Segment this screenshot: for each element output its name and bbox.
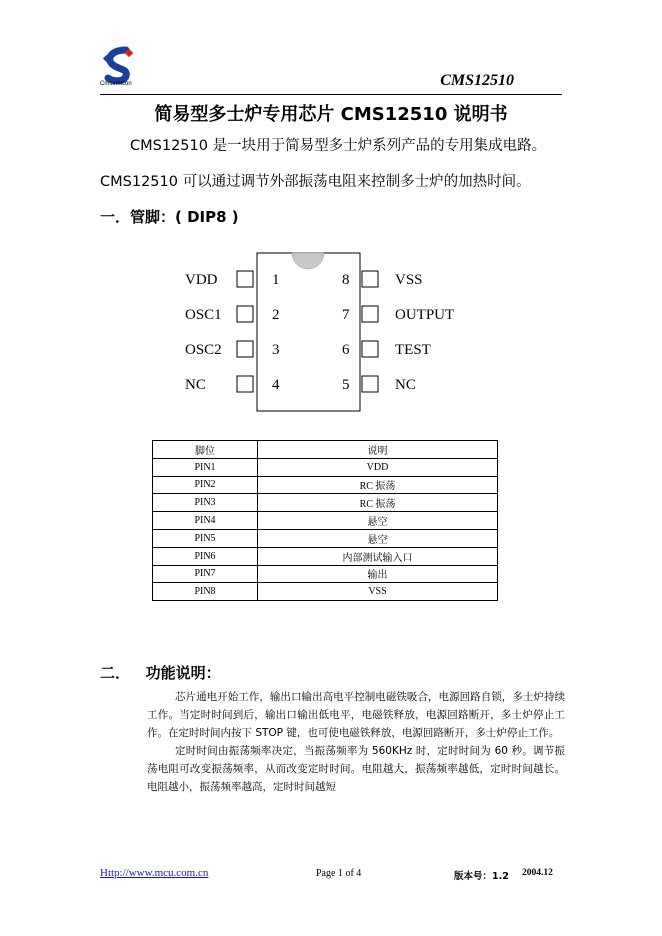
table-row [153,476,498,494]
logo-text: Cmsemicon [100,81,132,87]
right-pin-name-7: OUTPUT [395,307,455,323]
table-row [153,529,498,547]
table-cell-pin: PIN3 [153,494,258,512]
table-cell-pin: PIN2 [153,476,258,494]
right-pin-number-7: 7 [342,307,350,323]
table-row [153,547,498,565]
function-paragraph-2: 定时时间由振荡频率决定，当振荡频率为 560KHz 时，定时时间为 60 秒。调节振荡电阻可改变振荡频率，从而改变定时时间。电阻越大，振荡频率越低，定时时间越长。电阻越小，振荡频率越高，定时时间越短 [147,745,565,793]
table-cell-description: VSS [258,583,498,601]
table-cell-description: 悬空 [258,512,498,530]
table-cell-pin: PIN8 [153,583,258,601]
left-pin-number-4: 4 [272,377,280,393]
right-pin-name-5: NC [395,377,416,393]
table-row [153,458,498,476]
right-pin-number-6: 6 [342,342,350,358]
left-pin-number-1: 1 [272,272,280,288]
website-link[interactable]: Http://www.mcu.com.cn [100,867,209,879]
right-pin-number-5: 5 [342,377,350,393]
table-cell-description: 内部测试输入口 [258,547,498,565]
header-divider [100,94,562,95]
table-cell-pin: PIN1 [153,458,258,476]
right-pin-squares [362,271,378,392]
table-cell-description: VDD [258,458,498,476]
section-2-heading: 二． 功能说明： [100,664,221,682]
table-cell-pin: PIN7 [153,565,258,583]
table-header-description: 说明 [258,441,498,459]
table-cell-pin: PIN5 [153,529,258,547]
table-cell-description: RC 振荡 [258,476,498,494]
pin-description-table [152,440,498,601]
right-pin-number-8: 8 [342,272,350,288]
left-pin-squares [237,271,253,392]
table-cell-pin: PIN4 [153,512,258,530]
table-cell-description: 输出 [258,565,498,583]
header-model-number: CMS12510 [440,72,514,89]
left-pin-number-2: 2 [272,307,280,323]
table-row [153,565,498,583]
left-pin-name-3: OSC2 [185,342,222,358]
left-pin-name-4: NC [185,377,206,393]
table-row [153,583,498,601]
table-row [153,512,498,530]
right-pin-name-6: TEST [395,342,431,358]
section-1-heading: 一．管脚：( DIP8 ) [100,208,239,226]
intro-line-2: CMS12510 可以通过调节外部振荡电阻来控制多士炉的加热时间。 [100,174,531,190]
release-date: 2004.12 [522,868,553,878]
document-title: 简易型多士炉专用芯片 CMS12510 说明书 [154,104,508,125]
section-2-body [147,688,565,796]
left-pin-name-1: VDD [185,272,218,288]
table-header-row [153,441,498,459]
table-cell-pin: PIN6 [153,547,258,565]
table-header-pin: 脚位 [153,441,258,459]
intro-line-1: CMS12510 是一块用于简易型多士炉系列产品的专用集成电路。 [130,138,547,154]
page-number: Page 1 of 4 [316,868,362,879]
table-row [153,494,498,512]
left-pin-name-2: OSC1 [185,307,222,323]
table-cell-description: RC 振荡 [258,494,498,512]
version-number: 版本号：1.2 [454,871,509,882]
function-paragraph-1: 芯片通电开始工作，输出口输出高电平控制电磁铁吸合，电源回路自锁，多士炉持续工作。当定时时间到后，输出口输出低电平，电磁铁释放，电源回路断开，多士炉停止工作。在定时时间内按下 STOP 键，也可使电磁铁释放，电源回路断开，多士炉停止工作。 [147,691,565,739]
table-cell-description: 悬空 [258,529,498,547]
left-pin-number-3: 3 [272,342,280,358]
right-pin-name-8: VSS [395,272,423,288]
dip8-pinout-diagram [180,248,480,418]
